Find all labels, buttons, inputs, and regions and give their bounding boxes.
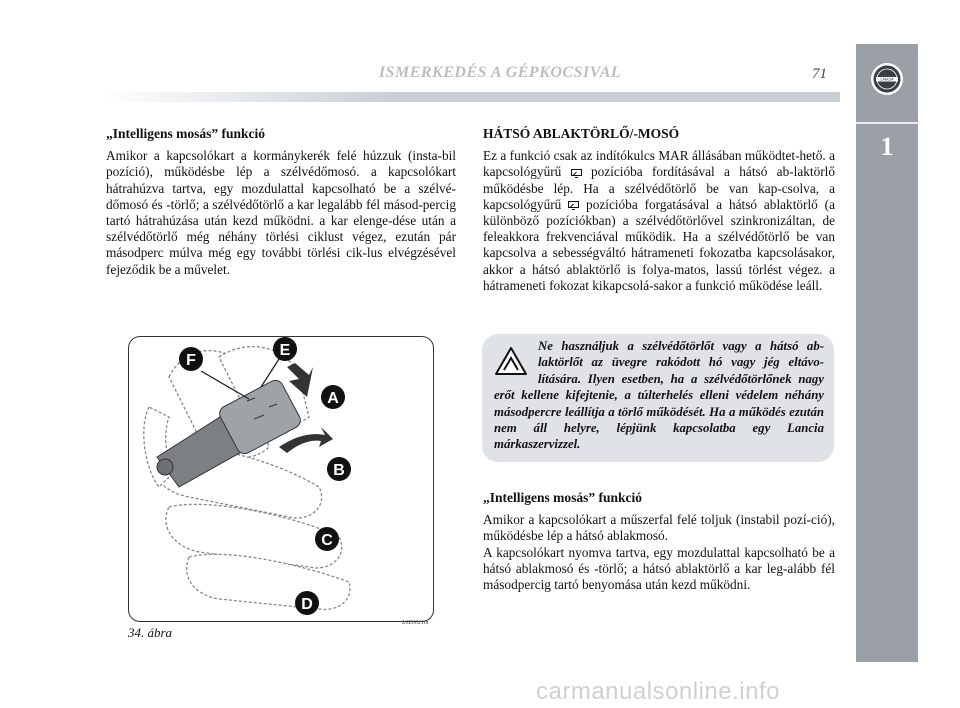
logo-lettering: LANCIA — [880, 77, 894, 82]
figure-label-c: C — [321, 532, 333, 549]
stalk-illustration — [129, 337, 433, 621]
warning-body: Ne használjuk a szélvédőtörlőt vagy a hátsó ab-laktörlőt az üvegre rakódott hó vagy jég eltávo-lítására. Ilyen esetben, ha a szélvédőtörlőnek nagy erőt kellene kifejtenie, a túlterhelés elleni védelem néhány másodpercre leállítja a törlő működését. Ha a működés ezután nem áll helyre, lépjünk kapcsolatba egy Lancia márkaszervizzel. — [494, 339, 824, 452]
lancia-logo-icon — [870, 62, 904, 96]
figure-label-f: F — [186, 352, 196, 369]
right-text-column — [483, 126, 835, 294]
paragraph-rear-wiper — [483, 148, 835, 294]
figure-label-e: E — [279, 342, 291, 359]
section-heading-intelligent-wash: „Intelligens mosás” funkció — [106, 126, 266, 141]
warning-indent — [494, 338, 538, 384]
figure-caption: 34. ábra — [128, 625, 173, 640]
watermark: carmanualsonline.info — [536, 678, 780, 705]
section-heading-rear-wiper: HÁTSÓ ABLAKTÖRLŐ/-MOSÓ — [483, 126, 680, 141]
paragraph-rear-wash-2: A kapcsolókart nyomva tartva, egy mozdulattal kapcsolható be a hátsó ablakmosó és -törlő; a hátsó ablaktörlő a kar leg-alább fél másodpercig tartó benyomása után kezd működni. — [483, 544, 835, 593]
rear-wiper-symbol-icon — [571, 169, 582, 178]
chapter-number: 1 — [880, 132, 894, 161]
right-text-column-lower — [483, 490, 835, 593]
section-heading-intelligent-wash-rear: „Intelligens mosás” funkció — [483, 490, 643, 505]
warning-text — [494, 338, 824, 453]
page-header-title: ISMERKEDÉS A GÉPKOCSIVAL — [378, 64, 622, 81]
header-rule — [100, 92, 840, 102]
rear-wiper-symbol-icon — [568, 201, 579, 210]
page-number: 71 — [812, 66, 827, 82]
paragraph-rear-wash-1: Amikor a kapcsolókart a műszerfal felé toljuk (instabil pozí-ció), működésbe lép a hátsó ablakmosó. — [483, 512, 835, 544]
rear-wiper-text-3: pozícióba forgatásával a hátsó ablaktörlő (a különböző pozíciókban) a szélvédőtörlővel szinkronizáltan, de feleakkora frekvenciával működik. Ha a szélvédőtörlő be van kapcsolva a sebességváltó hátrameneti fokozatba kapcsolásakor, akkor a hátsó ablaktörlő is folya-matos, lassú törlést végez. a hátrameneti fokozat kikapcsolá-sakor a funkció működése leáll. — [483, 196, 836, 293]
figure-label-a: A — [327, 390, 339, 407]
tab-divider — [856, 122, 918, 124]
figure-label-b: B — [333, 462, 345, 479]
figure-code: L0E0021m — [402, 620, 429, 626]
figure-label-d: D — [301, 596, 313, 613]
rear-wiper-text-2: pozícióba fordításával a hátsó ab-laktörlő működésbe lép. Ha a szélvédőtörlő be van kap-csolva, a kapcsológyűrű — [483, 164, 835, 212]
rear-wiper-text-1: Ez a funkció csak az indítókulcs MAR állásában működtet-hető. a kapcsológyűrű — [483, 148, 835, 180]
paragraph-intelligent-wash: Amikor a kapcsolókart a kormánykerék felé húzzuk (insta-bil pozíció), működésbe lép a szélvédőmosó. a kapcsolókart hátrahúzva tartva, egy mozdulattal kapcsolható be a szélvé-dőmosó és -törlő; a szélvédőtörlő a kar legalább fél másod-percig tartó hátrahúzása után kezd működni. a kar elenge-dése után a szélvédőtörlő még néhány törlési ciklust végez, ezután pár másodperc múlva még egy további törlési cik-lus elvégzésével fejeződik be a művelet. — [106, 148, 456, 277]
left-text-column — [106, 126, 456, 278]
figure-34 — [128, 336, 434, 622]
